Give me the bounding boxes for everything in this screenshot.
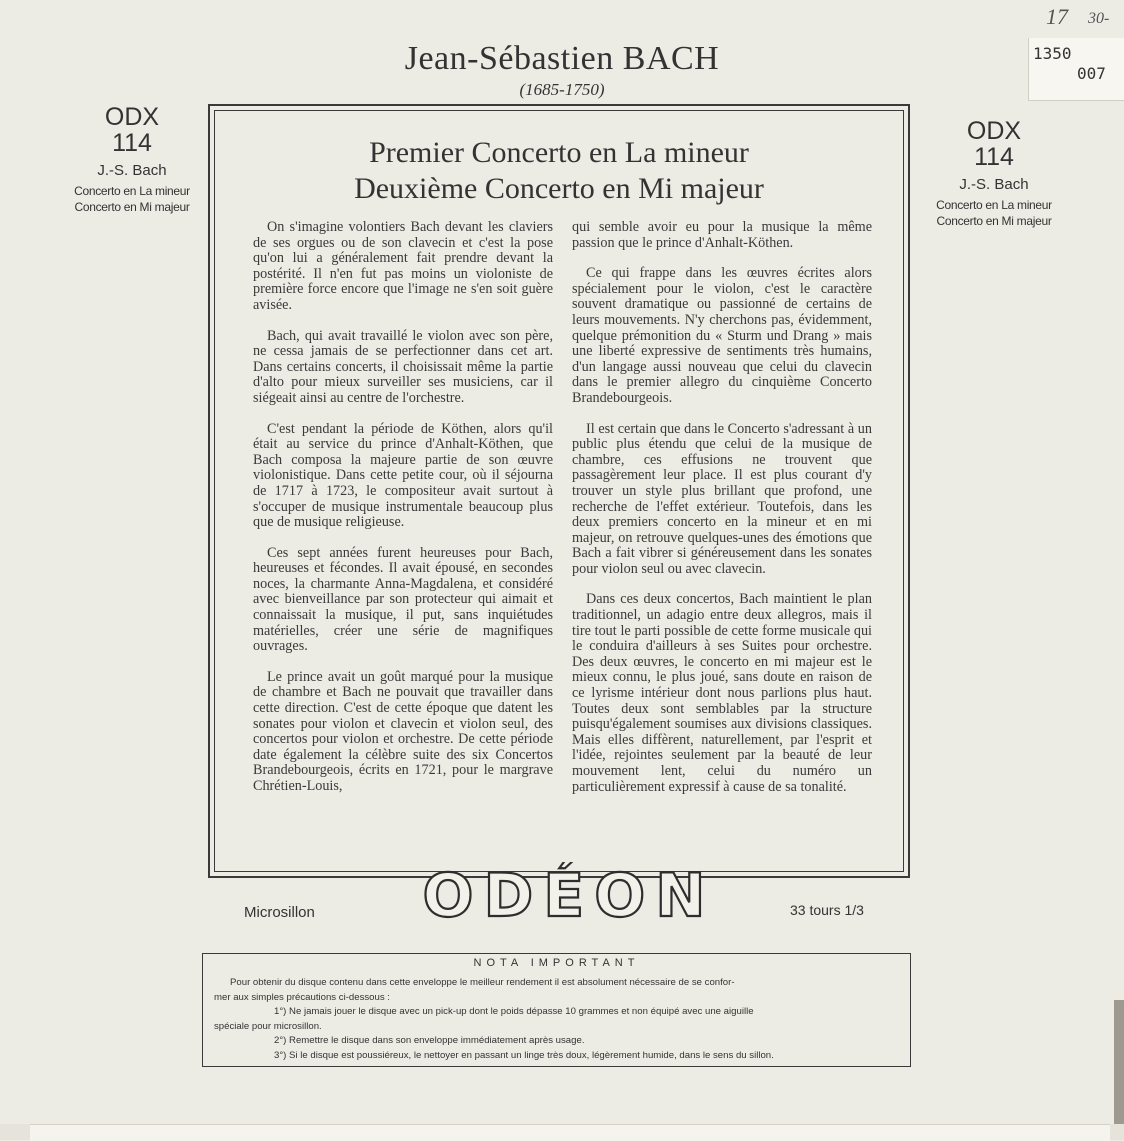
nota-item-1: 1°) Ne jamais jouer le disque avec un pick-up dont le poids dépasse 10 grammes et non équipé avec une aiguille <box>274 1006 754 1018</box>
liner-paragraph: Le prince avait un goût marqué pour la musique de chambre et Bach ne pouvait que travailler dans cette direction. C'est de cette époque que datent les sonates pour violon et clavecin et violon seul, des concertos pour violon et orchestre. De cette période date également la célèbre suite des six Concertos Brandebourgeois, écrits en 1721, pour le margrave Chrétien-Louis, <box>253 668 553 794</box>
liner-paragraph: C'est pendant la période de Köthen, alors qu'il était au service du prince d'Anhalt-Köthen, que Bach composa la majeure partie de son œuvre violonistique. Dans cette petite cour, où il séjourna de 1717 à 1723, le compositeur avait surtout à s'occuper de musique instrumentale beaucoup plus que de musique religieuse. <box>253 420 553 531</box>
nota-title: NOTA IMPORTANT <box>473 957 640 969</box>
liner-paragraph: Ce qui frappe dans les œuvres écrites alors spécialement pour le violon, c'est le caractère souvent dramatique ou passionné de certains de leurs mouvements. N'y cherchons pas, évidemment, quelque prémonition du « Sturm und Drang » mais une liberté expressive de sentiments très humains, d'un langage aussi nouveau que celui du clavecin dans le premier allegro du cinquième Concerto Brandebourgeois. <box>572 265 872 406</box>
sticker-number: 1350 <box>1033 44 1072 63</box>
catalog-title-2: Concerto en Mi majeur <box>936 214 1052 228</box>
catalog-label-left <box>72 104 192 215</box>
catalog-title-2: Concerto en Mi majeur <box>74 200 190 214</box>
catalog-composer: J.-S. Bach <box>97 162 167 179</box>
liner-paragraph: qui semble avoir eu pour la musique la même passion que le prince d'Anhalt-Köthen. <box>572 219 872 251</box>
catalog-composer: J.-S. Bach <box>959 176 1029 193</box>
sleeve-edge <box>1114 1000 1124 1124</box>
sleeve-bottom-paper <box>30 1124 1110 1141</box>
sleeve-bottom-edge <box>0 1124 1124 1140</box>
liner-paragraph: Bach, qui avait travaillé le violon avec son père, ne cessa jamais de se perfectionner dans cet art. Dans certains concerts, il choisissait même la partie d'alto pour mieux surveiller ses musiciens, car il siégeait ainsi au centre de l'orchestre. <box>253 327 553 406</box>
album-title-line-2: Deuxième Concerto en Mi majeur <box>354 172 764 205</box>
liner-notes-left-column <box>253 220 553 810</box>
composer-dates: (1685-1750) <box>519 80 605 99</box>
album-title-line-1: Premier Concerto en La mineur <box>369 136 749 169</box>
odeon-logo-text: ODÉON <box>422 862 716 926</box>
nota-instructions <box>214 976 904 1064</box>
liner-paragraph: Ces sept années furent heureuses pour Bach, heureuses et fécondes. Il avait épousé, en secondes noces, la charmante Anna-Magdalena, et considéré avec bienveillance par son protecteur qui aimait et connaissait la musique, il put, sans inquiétudes matérielles, créer une série de magnifiques ouvrages. <box>253 544 553 655</box>
nota-intro-line-2: mer aux simples précautions ci-dessous : <box>214 991 390 1003</box>
speed-label: 33 tours 1/3 <box>790 902 864 918</box>
nota-item-1-cont: spéciale pour microsillon. <box>214 1020 322 1032</box>
composer-name: Jean-Sébastien BACH <box>404 40 720 77</box>
liner-paragraph: On s'imagine volontiers Bach devant les claviers de ses orgues ou de son clavecin et c'est la pose qu'on lui a généralement fait prendre devant la postérité. Il n'en fut pas moins un violoniste de première force encore que l'image ne s'en soit guère avisée. <box>253 219 553 313</box>
nota-item-3: 3°) Si le disque est poussiéreux, le nettoyer en passant un linge très doux, légèrement humide, dans le sens du sillon. <box>274 1049 774 1061</box>
sticker-subnumber: 007 <box>1077 64 1106 83</box>
format-label: Microsillon <box>244 904 315 921</box>
catalog-code: ODX <box>966 117 1022 145</box>
catalog-title-1: Concerto en La mineur <box>74 184 190 198</box>
liner-notes-right-column <box>572 220 872 810</box>
odeon-logo <box>384 862 754 926</box>
handwritten-mark: 17 <box>1046 4 1068 29</box>
liner-paragraph: Il est certain que dans le Concerto s'adressant à un public plus étendu que celui de la musique de chambre, ces effusions ne trouvent que passagèrement leur place. Il est plus courant d'y trouver un style plus brillant que profond, une recherche de l'effet extérieur. Toutefois, dans les deux premiers concerto en la mineur et en mi majeur, on retrouve quelques-unes des émotions que Bach a fait vibrer si généreusement dans les sonates pour violon seul ou avec clavecin. <box>572 420 872 577</box>
catalog-number: 114 <box>974 143 1014 171</box>
nota-item-2: 2°) Remettre le disque dans son enveloppe immédiatement après usage. <box>274 1035 585 1047</box>
catalog-number: 114 <box>112 129 152 157</box>
nota-intro-line-1: Pour obtenir du disque contenu dans cette enveloppe le meilleur rendement il est absolument nécessaire de se confor- <box>230 977 735 988</box>
catalog-label-right <box>934 118 1054 229</box>
catalog-title-1: Concerto en La mineur <box>936 198 1052 212</box>
handwritten-price: 30- <box>1088 10 1110 27</box>
liner-paragraph: Dans ces deux concertos, Bach maintient le plan traditionnel, un adagio entre deux allegros, mais il tire tout le parti possible de cette forme musicale qui le conduira d'ailleurs à ses Suites pour orchestre. Des deux œuvres, le concerto en mi majeur est le mieux connu, le plus joué, sans doute en raison de ce lyrisme intérieur dont nous parlions plus haut. Toutes deux sont semblables par la structure puisqu'également soumises aux divisions classiques. Mais elles diffèrent, naturellement, par l'esprit et l'idée, rejointes seulement par la beauté de leur mouvement lent, celui du numéro un particulièrement expressif à cause de sa tonalité. <box>572 591 872 795</box>
catalog-code: ODX <box>104 103 160 131</box>
